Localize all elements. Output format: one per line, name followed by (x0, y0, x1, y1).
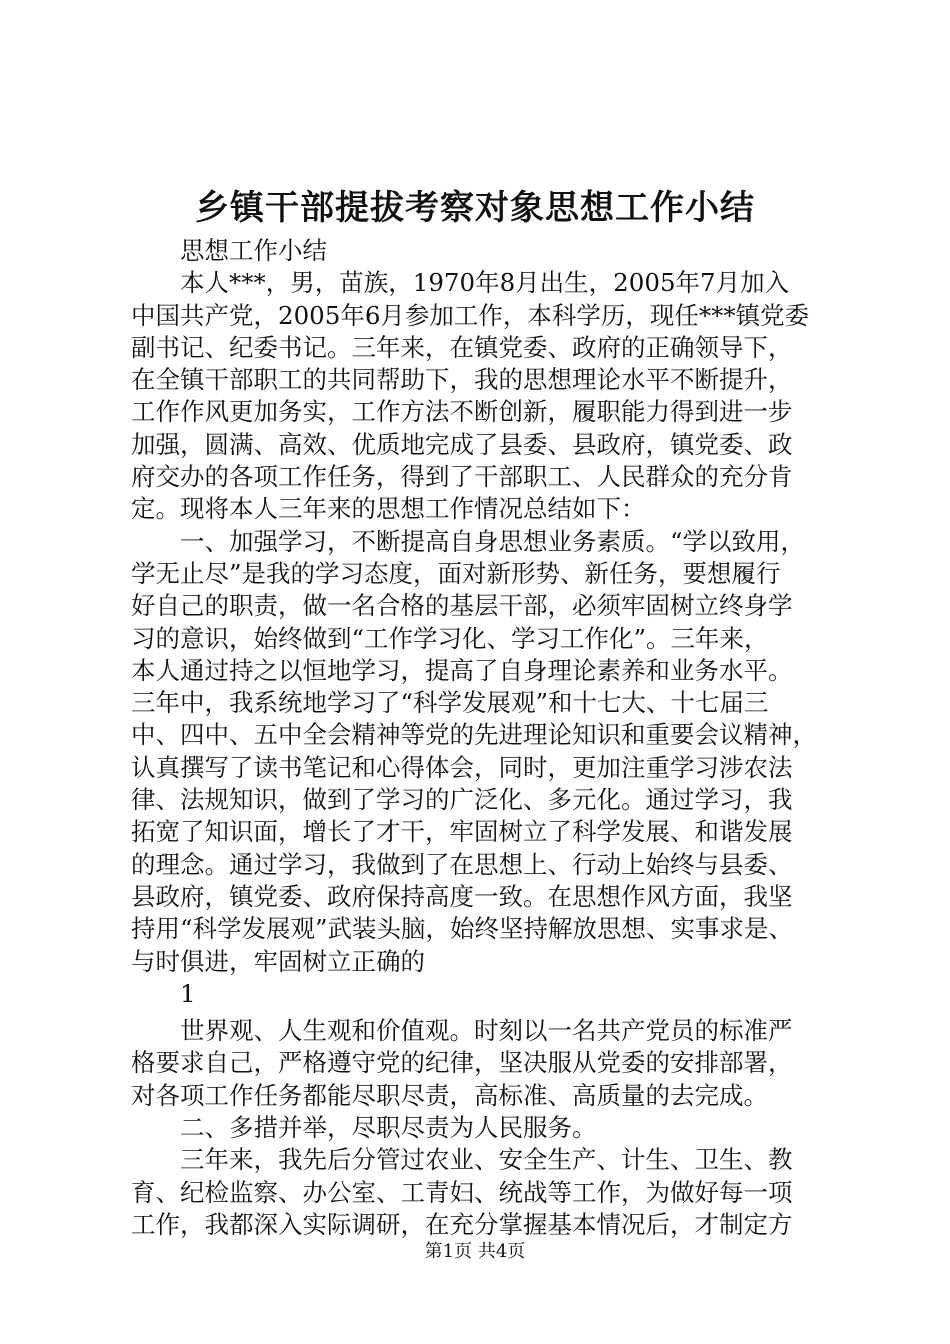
text-line: 育、纪检监察、办公室、工青妇、统战等工作，为做好每一项 (131, 1177, 793, 1207)
text-line: 在全镇干部职工的共同帮助下，我的思想理论水平不断提升， (131, 365, 793, 395)
text-line: 三年中，我系统地学习了“科学发展观”和十七大、十七届三 (131, 688, 769, 718)
inline-page-number: 1 (180, 978, 196, 1008)
text-line: 格要求自己，严格遵守党的纪律，坚决服从党委的安排部署， (131, 1048, 793, 1078)
text-line: 府交办的各项工作任务，得到了干部职工、人民群众的充分肯 (131, 462, 793, 492)
text-line: 的理念。通过学习，我做到了在思想上、行动上始终与县委、 (131, 849, 793, 879)
text-line: 中国共产党，2005年6月参加工作，本科学历，现任***镇党委 (131, 300, 810, 330)
text-line: 思想工作小结 (180, 236, 327, 265)
document-body (131, 235, 831, 1241)
text-line: 定。现将本人三年来的思想工作情况总结如下： (131, 494, 646, 524)
text-line: 一、加强学习，不断提高自身思想业务素质。“学以致用， (180, 526, 806, 556)
text-line: 对各项工作任务都能尽职尽责，高标准、高质量的去完成。 (131, 1080, 768, 1110)
text-line: 与时俱进，牢固树立正确的 (131, 946, 425, 976)
body-lines-before (131, 235, 831, 978)
text-line: 律、法规知识，做到了学习的广泛化、多元化。通过学习，我 (131, 785, 793, 815)
text-line: 习的意识，始终做到“工作学习化、学习工作化”。三年来， (131, 623, 769, 653)
text-line: 县政府，镇党委、政府保持高度一致。在思想作风方面，我坚 (131, 881, 793, 911)
page-footer: 第1页 共4页 (424, 1241, 526, 1262)
text-line: 工作作风更加务实，工作方法不断创新，履职能力得到进一步 (131, 397, 793, 427)
document-title: 乡镇干部提拔考察对象思想工作小结 (195, 188, 755, 228)
text-line: 学无止尽”是我的学习态度，面对新形势、新任务，要想履行 (131, 558, 781, 588)
body-lines-after (131, 1015, 831, 1241)
text-line: 世界观、人生观和价值观。时刻以一名共产党员的标准严 (180, 1016, 793, 1046)
text-line: 中、四中、五中全会精神等党的先进理论知识和重要会议精神， (131, 720, 817, 750)
text-line: 工作，我都深入实际调研，在充分掌握基本情况后，才制定方 (131, 1209, 793, 1239)
text-line: 副书记、纪委书记。三年来，在镇党委、政府的正确领导下， (131, 332, 793, 362)
text-line: 持用“科学发展观”武装头脑，始终坚持解放思想、实事求是、 (131, 914, 794, 944)
text-line: 好自己的职责，做一名合格的基层干部，必须牢固树立终身学 (131, 591, 793, 621)
text-line: 认真撰写了读书笔记和心得体会，同时，更加注重学习涉农法 (131, 752, 793, 782)
text-line: 二、多措并举，尽职尽责为人民服务。 (180, 1113, 597, 1143)
text-line: 三年来，我先后分管过农业、安全生产、计生、卫生、教 (180, 1145, 793, 1175)
text-line: 拓宽了知识面，增长了才干，牢固树立了科学发展、和谐发展 (131, 817, 793, 847)
text-line: 加强，圆满、高效、优质地完成了县委、县政府，镇党委、政 (131, 429, 793, 459)
text-line: 本人***，男，苗族，1970年8月出生，2005年7月加入 (180, 268, 790, 298)
text-line: 本人通过持之以恒地学习，提高了自身理论素养和业务水平。 (131, 655, 793, 685)
